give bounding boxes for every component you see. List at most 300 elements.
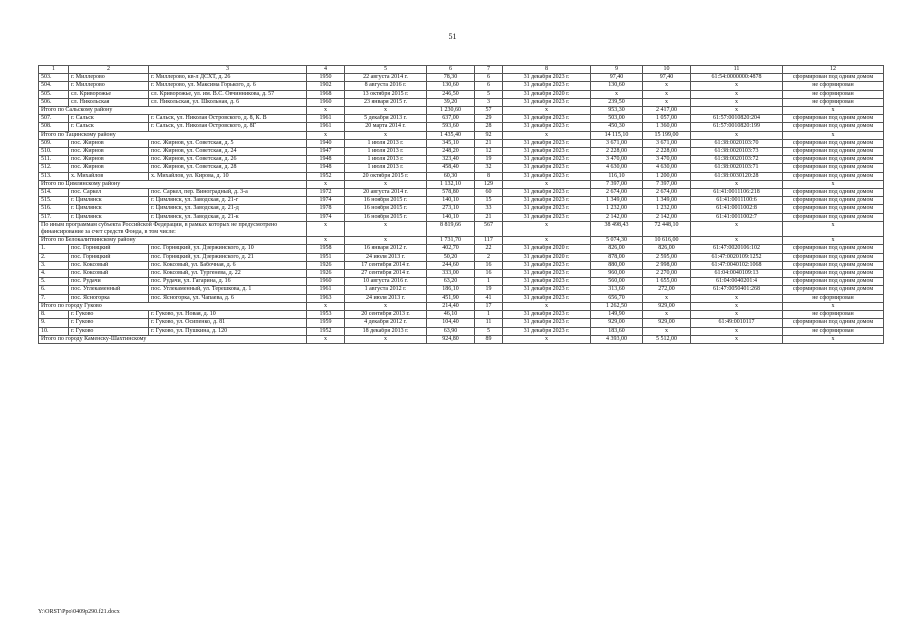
- subtotal-value: 7 397,00: [643, 180, 691, 188]
- cadastral-cell: 61:47:0050401:268: [691, 286, 783, 294]
- row-number: 6.: [39, 286, 69, 294]
- land-area-total-cell: 2 142,00: [643, 213, 691, 221]
- residents-cell: 15: [475, 197, 503, 205]
- status-cell: сформирован под одним домом: [783, 261, 884, 269]
- subtotal-value: х: [345, 335, 427, 343]
- cadastral-cell: 61:41:0011002:8: [691, 205, 783, 213]
- area-cell: 63,20: [427, 278, 475, 286]
- locality-cell: пос. Жирнов: [69, 148, 149, 156]
- row-number: 8.: [39, 311, 69, 319]
- status-cell: сформирован под одним домом: [783, 245, 884, 253]
- deadline-cell: 31 декабря 2023 г.: [503, 213, 591, 221]
- row-number: 506.: [39, 98, 69, 106]
- land-area-total-cell: х: [643, 90, 691, 98]
- register-table: [38, 65, 884, 344]
- residents-cell: 16: [475, 261, 503, 269]
- table-row: [39, 197, 884, 205]
- date-cell: 10 августа 2016 г.: [345, 278, 427, 286]
- land-area-total-cell: х: [643, 327, 691, 335]
- address-cell: г. Цимлянск, ул. Заводская, д. 21-г: [149, 197, 307, 205]
- row-number: 3.: [39, 261, 69, 269]
- area-cell: 451,90: [427, 294, 475, 302]
- deadline-cell: 31 декабря 2023 г.: [503, 294, 591, 302]
- row-number: 503.: [39, 74, 69, 82]
- subtotal-value: 8 819,66: [427, 221, 475, 236]
- subtotal-value: х: [783, 302, 884, 310]
- subtotal-row: [39, 131, 884, 139]
- row-number: 510.: [39, 148, 69, 156]
- locality-cell: г. Гуково: [69, 319, 149, 327]
- area-cell: 140,10: [427, 197, 475, 205]
- address-cell: пос. Рудачи, ул. Гагарина, д. 16: [149, 278, 307, 286]
- land-area-cell: 1 232,00: [591, 205, 643, 213]
- area-cell: 140,10: [427, 213, 475, 221]
- area-cell: 458,40: [427, 164, 475, 172]
- land-area-cell: 560,00: [591, 278, 643, 286]
- subtotal-value: х: [345, 131, 427, 139]
- table-row: [39, 164, 884, 172]
- residents-cell: 21: [475, 213, 503, 221]
- land-area-total-cell: 1 349,00: [643, 197, 691, 205]
- status-cell: сформирован под одним домом: [783, 139, 884, 147]
- address-cell: пос. Горняцкий, ул. Дзержинского, д. 21: [149, 253, 307, 261]
- date-cell: 23 января 2015 г.: [345, 98, 427, 106]
- subtotal-value: х: [307, 131, 345, 139]
- year-cell: 1961: [307, 286, 345, 294]
- subtotal-value: х: [345, 302, 427, 310]
- cadastral-cell: 61:04:0040109:13: [691, 270, 783, 278]
- subtotal-row: [39, 180, 884, 188]
- deadline-cell: 31 декабря 2023 г.: [503, 148, 591, 156]
- row-number: 516.: [39, 205, 69, 213]
- table-row: [39, 90, 884, 98]
- col-header: 6: [427, 66, 475, 74]
- land-area-cell: 656,70: [591, 294, 643, 302]
- subtotal-value: 4 393,00: [591, 335, 643, 343]
- status-cell: сформирован под одним домом: [783, 286, 884, 294]
- land-area-total-cell: 1 200,00: [643, 172, 691, 180]
- date-cell: 4 декабря 2012 г.: [345, 319, 427, 327]
- subtotal-label: Итого по Тацинскому району: [39, 131, 307, 139]
- table-row: [39, 319, 884, 327]
- subtotal-row: [39, 237, 884, 245]
- subtotal-value: х: [691, 221, 783, 236]
- area-cell: 248,20: [427, 148, 475, 156]
- deadline-cell: 31 декабря 2023 г.: [503, 74, 591, 82]
- table-row: [39, 115, 884, 123]
- subtotal-label: Итого по городу Гуково: [39, 302, 307, 310]
- address-cell: пос. Коксовый, ул. Тургенева, д. 22: [149, 270, 307, 278]
- locality-cell: пос. Углекаменный: [69, 286, 149, 294]
- land-area-cell: 929,00: [591, 319, 643, 327]
- locality-cell: пос. Коксовый: [69, 261, 149, 269]
- land-area-cell: 239,50: [591, 98, 643, 106]
- address-cell: пос. Жирнов, ул. Советская, д. 28: [149, 164, 307, 172]
- row-number: 2.: [39, 253, 69, 261]
- address-cell: пос. Углекаменный, ул. Терешкова, д. 1: [149, 286, 307, 294]
- date-cell: 24 июля 2013 г.: [345, 294, 427, 302]
- subtotal-value: х: [307, 180, 345, 188]
- residents-cell: 8: [475, 172, 503, 180]
- address-cell: г. Гуково, ул. Осипенко, д. 81: [149, 319, 307, 327]
- date-cell: 17 сентября 2014 г.: [345, 261, 427, 269]
- locality-cell: г. Миллерово: [69, 74, 149, 82]
- year-cell: 1926: [307, 261, 345, 269]
- residents-cell: 1: [475, 311, 503, 319]
- table-row: [39, 172, 884, 180]
- subtotal-label: Итого по Белокалитвинскому району: [39, 237, 307, 245]
- subtotal-value: 89: [475, 335, 503, 343]
- land-area-cell: 2 228,00: [591, 148, 643, 156]
- subtotal-value: х: [503, 107, 591, 115]
- subtotal-value: 72 448,10: [643, 221, 691, 236]
- land-area-cell: 2 142,00: [591, 213, 643, 221]
- land-area-total-cell: 4 630,00: [643, 164, 691, 172]
- subtotal-value: х: [783, 237, 884, 245]
- year-cell: 1974: [307, 213, 345, 221]
- date-cell: 20 марта 2014 г.: [345, 123, 427, 131]
- col-header: 12: [783, 66, 884, 74]
- year-cell: 1968: [307, 90, 345, 98]
- subtotal-label: Итого по Цимлянскому району: [39, 180, 307, 188]
- deadline-cell: 31 декабря 2023 г.: [503, 319, 591, 327]
- status-cell: не сформирован: [783, 294, 884, 302]
- locality-cell: г. Цимлянск: [69, 213, 149, 221]
- deadline-cell: 31 декабря 2023 г.: [503, 156, 591, 164]
- address-cell: пос. Саркел, пер. Виноградный, д. 3-а: [149, 189, 307, 197]
- subtotal-value: х: [691, 335, 783, 343]
- col-header: 8: [503, 66, 591, 74]
- row-number: 1.: [39, 245, 69, 253]
- date-cell: 13 октября 2015 г.: [345, 90, 427, 98]
- table-row: [39, 139, 884, 147]
- land-area-cell: 183,60: [591, 327, 643, 335]
- table-row: [39, 278, 884, 286]
- subtotal-value: х: [345, 221, 427, 236]
- residents-cell: 5: [475, 327, 503, 335]
- subtotal-label: Итого по Сальскому району: [39, 107, 307, 115]
- address-cell: пос. Ясногорка, ул. Чапаева, д. 6: [149, 294, 307, 302]
- area-cell: 402,70: [427, 245, 475, 253]
- land-area-total-cell: х: [643, 311, 691, 319]
- deadline-cell: 31 декабря 2023 г.: [503, 205, 591, 213]
- subtotal-label: Итого по городу Каменску-Шахтинскому: [39, 335, 307, 343]
- address-cell: г. Миллерово, кв-л ДСХТ, д. 26: [149, 74, 307, 82]
- subtotal-value: х: [503, 237, 591, 245]
- address-cell: пос. Горняцкий, ул. Дзержинского, д. 10: [149, 245, 307, 253]
- page-number: 51: [448, 32, 457, 41]
- subtotal-value: 57: [475, 107, 503, 115]
- cadastral-cell: 61:04:0040201:4: [691, 278, 783, 286]
- status-cell: сформирован под одним домом: [783, 123, 884, 131]
- cadastral-cell: х: [691, 311, 783, 319]
- date-cell: 16 ноября 2015 г.: [345, 213, 427, 221]
- residents-cell: 6: [475, 82, 503, 90]
- cadastral-cell: 61:47:0040102:1068: [691, 261, 783, 269]
- locality-cell: пос. Горняцкий: [69, 253, 149, 261]
- cadastral-cell: 61:38:0020103:72: [691, 156, 783, 164]
- date-cell: 1 июля 2013 г.: [345, 148, 427, 156]
- table-row: [39, 148, 884, 156]
- subtotal-value: 929,00: [643, 302, 691, 310]
- cadastral-cell: 61:38:0030120:28: [691, 172, 783, 180]
- year-cell: 1978: [307, 205, 345, 213]
- address-cell: пос. Жирнов, ул. Советская, д. 5: [149, 139, 307, 147]
- subtotal-value: х: [783, 107, 884, 115]
- date-cell: 8 августа 2016 г.: [345, 82, 427, 90]
- residents-cell: 12: [475, 148, 503, 156]
- year-cell: 1952: [307, 172, 345, 180]
- residents-cell: 21: [475, 139, 503, 147]
- date-cell: 16 января 2012 г.: [345, 245, 427, 253]
- col-header: 3: [149, 66, 307, 74]
- subtotal-value: х: [345, 237, 427, 245]
- residents-cell: 16: [475, 270, 503, 278]
- cadastral-cell: 61:38:0020103:70: [691, 139, 783, 147]
- land-area-cell: 1 349,00: [591, 197, 643, 205]
- area-cell: 50,20: [427, 253, 475, 261]
- address-cell: пос. Жирнов, ул. Советская, д. 26: [149, 156, 307, 164]
- col-header: 2: [69, 66, 149, 74]
- subtotal-value: х: [307, 302, 345, 310]
- address-cell: г. Гуково, ул. Новая, д. 10: [149, 311, 307, 319]
- year-cell: 1961: [307, 115, 345, 123]
- land-area-cell: 2 674,00: [591, 189, 643, 197]
- land-area-cell: 450,30: [591, 123, 643, 131]
- land-area-total-cell: х: [643, 82, 691, 90]
- residents-cell: 29: [475, 115, 503, 123]
- subtotal-value: 5 512,00: [643, 335, 691, 343]
- status-cell: сформирован под одним домом: [783, 148, 884, 156]
- subtotal-value: х: [307, 237, 345, 245]
- year-cell: 1902: [307, 82, 345, 90]
- residents-cell: 33: [475, 205, 503, 213]
- land-area-total-cell: 2 228,00: [643, 148, 691, 156]
- land-area-cell: х: [591, 90, 643, 98]
- locality-cell: пос. Ясногорка: [69, 294, 149, 302]
- col-header: 1: [39, 66, 69, 74]
- status-cell: не сформирован: [783, 90, 884, 98]
- area-cell: 186,10: [427, 286, 475, 294]
- subtotal-value: 924,80: [427, 335, 475, 343]
- cadastral-cell: 61:38:0020103:73: [691, 148, 783, 156]
- date-cell: 20 октября 2015 г.: [345, 172, 427, 180]
- year-cell: 1953: [307, 311, 345, 319]
- cadastral-cell: 61:41:0011002:7: [691, 213, 783, 221]
- land-area-cell: 4 630,00: [591, 164, 643, 172]
- residents-cell: 2: [475, 253, 503, 261]
- locality-cell: г. Сальск: [69, 123, 149, 131]
- subtotal-value: 92: [475, 131, 503, 139]
- row-number: 507.: [39, 115, 69, 123]
- table-row: [39, 98, 884, 106]
- table-row: [39, 82, 884, 90]
- subtotal-value: х: [691, 131, 783, 139]
- land-area-total-cell: х: [643, 294, 691, 302]
- residents-cell: 32: [475, 164, 503, 172]
- deadline-cell: 31 декабря 2023 г.: [503, 270, 591, 278]
- land-area-total-cell: 3 671,00: [643, 139, 691, 147]
- address-cell: г. Миллерово, ул. Максима Горького, д. 6: [149, 82, 307, 90]
- land-area-cell: 880,00: [591, 261, 643, 269]
- subtotal-value: х: [691, 302, 783, 310]
- table-row: [39, 311, 884, 319]
- land-area-cell: 3 671,00: [591, 139, 643, 147]
- year-cell: 1972: [307, 189, 345, 197]
- year-cell: 1948: [307, 156, 345, 164]
- deadline-cell: 31 декабря 2023 г.: [503, 164, 591, 172]
- deadline-cell: 31 декабря 2023 г.: [503, 172, 591, 180]
- row-number: 7.: [39, 294, 69, 302]
- row-number: 9.: [39, 319, 69, 327]
- date-cell: 16 ноября 2015 г.: [345, 197, 427, 205]
- subtotal-label: По иным программам субъекта Российской Федерации, в рамках которых не предусмотрено финансирование за счет средств Фонда, в том числе:: [39, 221, 307, 236]
- deadline-cell: 31 декабря 2020 г.: [503, 245, 591, 253]
- subtotal-row: [39, 107, 884, 115]
- subtotal-value: х: [307, 107, 345, 115]
- deadline-cell: 31 декабря 2023 г.: [503, 278, 591, 286]
- address-cell: г. Гуково, ул. Пушкина, д. 120: [149, 327, 307, 335]
- col-header: 7: [475, 66, 503, 74]
- table-row: [39, 213, 884, 221]
- row-number: 504.: [39, 82, 69, 90]
- date-cell: 22 августа 2014 г.: [345, 74, 427, 82]
- status-cell: сформирован под одним домом: [783, 197, 884, 205]
- cadastral-cell: 61:57:0010820:199: [691, 123, 783, 131]
- address-cell: г. Цимлянск, ул. Заводская, д. 21-д: [149, 205, 307, 213]
- deadline-cell: 31 декабря 2023 г.: [503, 139, 591, 147]
- date-cell: 1 июля 2013 г.: [345, 156, 427, 164]
- year-cell: 1963: [307, 294, 345, 302]
- year-cell: 1948: [307, 164, 345, 172]
- subtotal-value: 129: [475, 180, 503, 188]
- table-row: [39, 270, 884, 278]
- table-row: [39, 245, 884, 253]
- deadline-cell: 31 декабря 2020 г.: [503, 253, 591, 261]
- land-area-cell: 130,60: [591, 82, 643, 90]
- cadastral-cell: 61:47:0020106:102: [691, 245, 783, 253]
- year-cell: 1960: [307, 98, 345, 106]
- status-cell: не сформирован: [783, 327, 884, 335]
- table-row: [39, 294, 884, 302]
- subtotal-value: х: [691, 180, 783, 188]
- locality-cell: г. Гуково: [69, 311, 149, 319]
- subtotal-value: х: [307, 335, 345, 343]
- area-cell: 637,00: [427, 115, 475, 123]
- subtotal-value: х: [503, 221, 591, 236]
- locality-cell: сл. Никольская: [69, 98, 149, 106]
- deadline-cell: 31 декабря 2023 г.: [503, 189, 591, 197]
- deadline-cell: 31 декабря 2020 г.: [503, 90, 591, 98]
- status-cell: сформирован под одним домом: [783, 115, 884, 123]
- address-cell: сл. Криворожье, ул. им. В.С. Овчинникова, д. 57: [149, 90, 307, 98]
- residents-cell: 6: [475, 74, 503, 82]
- area-cell: 63,90: [427, 327, 475, 335]
- land-area-cell: 116,10: [591, 172, 643, 180]
- cadastral-cell: 61:49:0010117: [691, 319, 783, 327]
- date-cell: 1 июля 2013 г.: [345, 139, 427, 147]
- address-cell: пос. Коксовый, ул. Бабочная, д. 6: [149, 261, 307, 269]
- land-area-total-cell: 272,00: [643, 286, 691, 294]
- subtotal-value: 7 397,00: [591, 180, 643, 188]
- land-area-cell: 960,00: [591, 270, 643, 278]
- residents-cell: 5: [475, 90, 503, 98]
- subtotal-value: х: [783, 180, 884, 188]
- land-area-cell: 97,40: [591, 74, 643, 82]
- row-number: 508.: [39, 123, 69, 131]
- cadastral-cell: 61:54:0000000:4878: [691, 74, 783, 82]
- date-cell: 24 июля 2013 г.: [345, 253, 427, 261]
- file-path-footer: Y:\ORST\Ppo\0409p290.f21.docx: [38, 609, 120, 615]
- residents-cell: 19: [475, 286, 503, 294]
- area-cell: 46,10: [427, 311, 475, 319]
- area-cell: 39,20: [427, 98, 475, 106]
- status-cell: сформирован под одним домом: [783, 164, 884, 172]
- land-area-total-cell: 2 998,00: [643, 261, 691, 269]
- locality-cell: г. Миллерово: [69, 82, 149, 90]
- subtotal-value: х: [503, 302, 591, 310]
- subtotal-value: 15 199,00: [643, 131, 691, 139]
- locality-cell: пос. Жирнов: [69, 156, 149, 164]
- subtotal-value: 2 417,00: [643, 107, 691, 115]
- address-cell: г. Цимлянск, ул. Заводская, д. 21-к: [149, 213, 307, 221]
- locality-cell: г. Цимлянск: [69, 205, 149, 213]
- area-cell: 593,60: [427, 123, 475, 131]
- locality-cell: г. Цимлянск: [69, 197, 149, 205]
- table-row: [39, 74, 884, 82]
- status-cell: сформирован под одним домом: [783, 319, 884, 327]
- land-area-total-cell: 929,00: [643, 319, 691, 327]
- status-cell: сформирован под одним домом: [783, 205, 884, 213]
- table-row: [39, 327, 884, 335]
- subtotal-value: 567: [475, 221, 503, 236]
- row-number: 511.: [39, 156, 69, 164]
- locality-cell: пос. Жирнов: [69, 164, 149, 172]
- subtotal-value: 1 132,10: [427, 180, 475, 188]
- subtotal-value: х: [691, 237, 783, 245]
- date-cell: 20 августа 2014 г.: [345, 189, 427, 197]
- status-cell: не сформирован: [783, 82, 884, 90]
- date-cell: 1 августа 2012 г.: [345, 286, 427, 294]
- status-cell: не сформирован: [783, 98, 884, 106]
- deadline-cell: 31 декабря 2023 г.: [503, 82, 591, 90]
- locality-cell: пос. Жирнов: [69, 139, 149, 147]
- cadastral-cell: 61:38:0020103:71: [691, 164, 783, 172]
- row-number: 505.: [39, 90, 69, 98]
- deadline-cell: 31 декабря 2023 г.: [503, 197, 591, 205]
- subtotal-value: 10 616,00: [643, 237, 691, 245]
- address-cell: г. Сальск, ул. Николая Островского, д. 8, К. В: [149, 115, 307, 123]
- year-cell: 1961: [307, 123, 345, 131]
- table-row: [39, 205, 884, 213]
- land-area-total-cell: 3 470,00: [643, 156, 691, 164]
- row-number: 513.: [39, 172, 69, 180]
- land-area-total-cell: 1 232,00: [643, 205, 691, 213]
- year-cell: 1950: [307, 74, 345, 82]
- subtotal-value: х: [503, 131, 591, 139]
- land-area-cell: 503,00: [591, 115, 643, 123]
- year-cell: 1947: [307, 148, 345, 156]
- date-cell: 20 сентября 2013 г.: [345, 311, 427, 319]
- residents-cell: 1: [475, 278, 503, 286]
- locality-cell: пос. Саркел: [69, 189, 149, 197]
- row-number: 514.: [39, 189, 69, 197]
- subtotal-value: 1 262,50: [591, 302, 643, 310]
- residents-cell: 11: [475, 319, 503, 327]
- row-number: 5.: [39, 278, 69, 286]
- cadastral-cell: х: [691, 82, 783, 90]
- date-cell: 5 декабря 2013 г.: [345, 115, 427, 123]
